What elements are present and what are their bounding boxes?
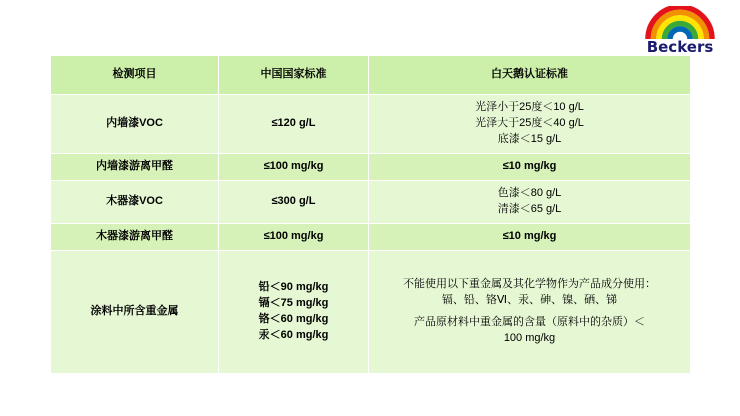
table-row <box>51 180 691 223</box>
swan-line: 光泽大于25度＜40 g/L <box>475 116 584 129</box>
table-row <box>51 223 691 250</box>
china-line: 汞＜60 mg/kg <box>258 328 329 341</box>
swan-line: 100 mg/kg <box>503 331 556 344</box>
row-swan-value: ≤10 mg/kg <box>369 153 691 180</box>
table-header-china: 中国国家标准 <box>219 56 369 95</box>
standards-table-container <box>50 55 690 374</box>
swan-line: 色漆＜80 g/L <box>497 186 562 199</box>
row-swan-value <box>369 180 691 223</box>
swan-line: 镉、铅、铬Ⅵ、汞、砷、镍、硒、锑 <box>441 293 618 306</box>
table-row <box>51 95 691 154</box>
swan-line: 光泽小于25度＜10 g/L <box>475 101 584 113</box>
rainbow-arc-icon <box>644 6 716 40</box>
brand-logo <box>634 6 726 56</box>
table-header-item: 检测项目 <box>51 56 219 95</box>
china-line: 镉＜75 mg/kg <box>258 296 329 309</box>
china-line: 铬＜60 mg/kg <box>258 312 329 325</box>
standards-table <box>50 55 691 374</box>
swan-line: 产品原材料中重金属的含量（原料中的杂质）＜ <box>414 315 645 328</box>
brand-name: Beckers <box>646 38 714 56</box>
row-china-value: ≤100 mg/kg <box>219 223 369 250</box>
row-item-label: 涂料中所含重金属 <box>51 250 219 373</box>
row-item-label: 木器漆VOC <box>51 180 219 223</box>
swan-line: 不能使用以下重金属及其化学物作为产品成分使用： <box>403 277 656 290</box>
table-header-swan: 白天鹅认证标准 <box>369 56 691 95</box>
table-row <box>51 250 691 373</box>
swan-line: 清漆＜65 g/L <box>497 202 562 215</box>
row-china-value <box>219 250 369 373</box>
row-item-label: 木器漆游离甲醛 <box>51 223 219 250</box>
row-china-value: ≤100 mg/kg <box>219 153 369 180</box>
row-swan-value: ≤10 mg/kg <box>369 223 691 250</box>
row-china-value: ≤120 g/L <box>219 95 369 154</box>
row-china-value: ≤300 g/L <box>219 180 369 223</box>
swan-line: 底漆＜15 g/L <box>497 132 562 145</box>
row-swan-value <box>369 95 691 154</box>
china-line: 铅＜90 mg/kg <box>258 280 329 293</box>
table-header-row <box>51 56 691 95</box>
table-row <box>51 153 691 180</box>
row-item-label: 内墙漆VOC <box>51 95 219 154</box>
row-swan-value <box>369 250 691 373</box>
row-item-label: 内墙漆游离甲醛 <box>51 153 219 180</box>
